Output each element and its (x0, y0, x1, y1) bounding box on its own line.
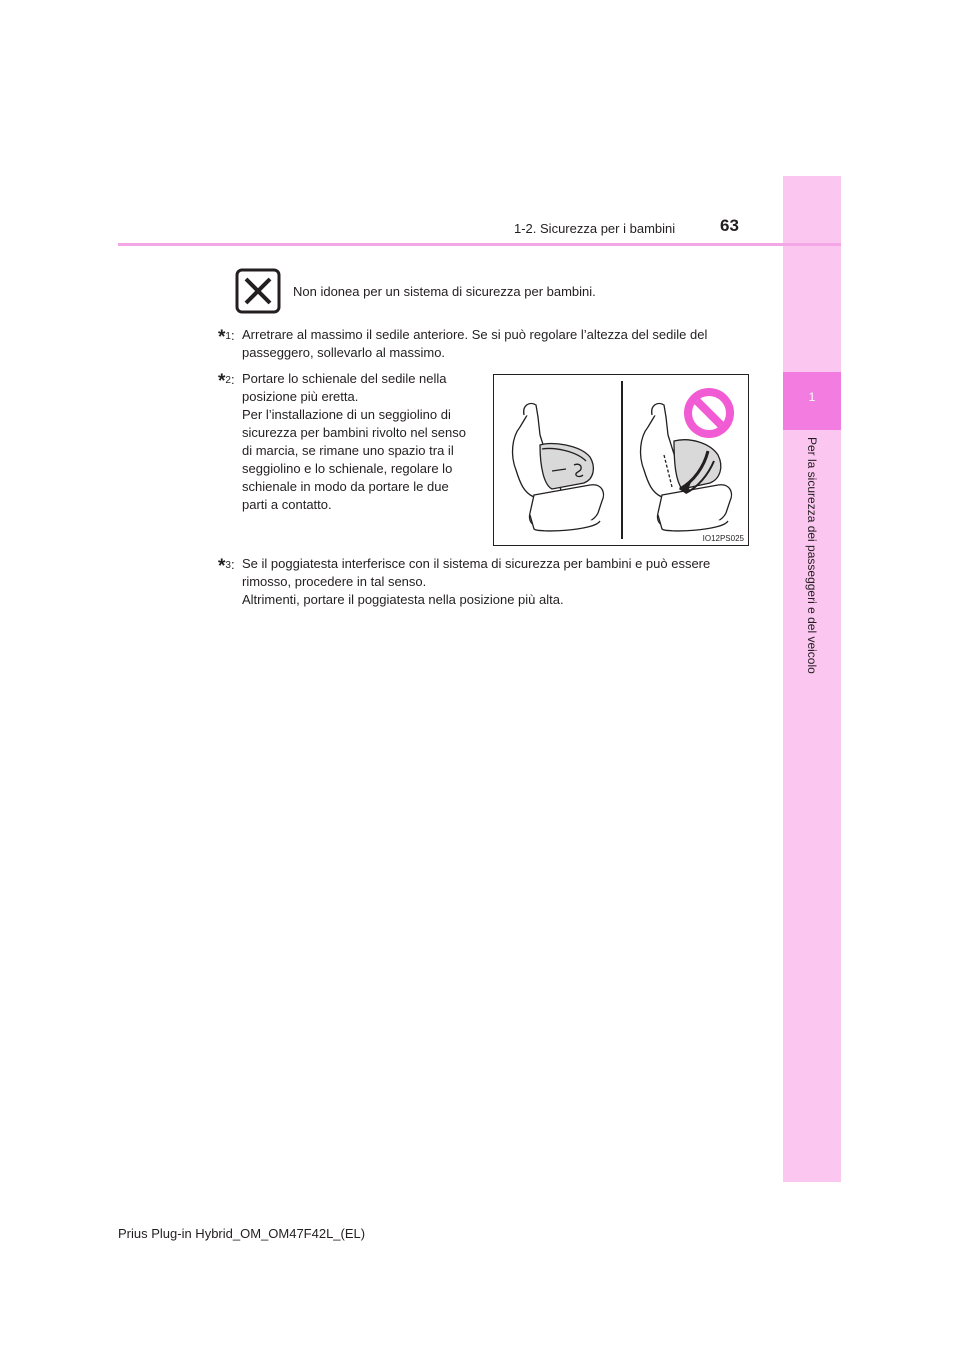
header-rule (118, 243, 841, 246)
note-marker: *3: (218, 556, 235, 577)
note-2-line: Portare lo schienale del sedile nella (242, 371, 447, 386)
section-title: 1-2. Sicurezza per i bambini (514, 221, 676, 236)
seat-illustration (494, 375, 748, 545)
chapter-title: Per la sicurezza dei passeggeri e del veicolo (805, 437, 819, 674)
figure-code: IO12PS025 (702, 534, 744, 543)
chapter-number: 1 (808, 390, 816, 404)
note-1-line-1: Arretrare al massimo il sedile anteriore. Se si può regolare l’altezza del sedile del (242, 327, 708, 342)
legend-text: Non idonea per un sistema di sicurezza per bambini. (293, 284, 596, 299)
note-marker: *2: (218, 371, 235, 392)
note-2-line: seggiolino e lo schienale, regolare lo (242, 461, 453, 476)
seat-figure (493, 374, 749, 546)
prohibition-icon (684, 388, 734, 438)
note-2 (218, 370, 478, 520)
note-3-line-2: rimosso, procedere in tal senso. (242, 574, 427, 589)
note-3-line-1: Se il poggiatesta interferisce con il sistema di sicurezza per bambini e può essere (242, 556, 711, 571)
note-2-line: posizione più eretta. (242, 389, 359, 404)
note-marker: *1: (218, 327, 235, 348)
note-2-line: di marcia, se rimane uno spazio tra il (242, 443, 454, 458)
note-3 (218, 555, 746, 613)
note-2-line: parti a contatto. (242, 497, 332, 512)
note-2-line: schienale in modo da portare le due (242, 479, 449, 494)
note-2-line: sicurezza per bambini rivolto nel senso (242, 425, 466, 440)
note-3-line-3: Altrimenti, portare il poggiatesta nella posizione più alta. (242, 592, 564, 607)
x-box-icon (235, 268, 281, 314)
note-2-line: Per l’installazione di un seggiolino di (242, 407, 451, 422)
footer-text: Prius Plug-in Hybrid_OM_OM47F42L_(EL) (118, 1226, 366, 1241)
note-1-line-2: passeggero, sollevarlo al massimo. (242, 345, 446, 360)
seat-upright-illustration (513, 403, 604, 530)
page-number: 63 (720, 216, 739, 235)
note-1 (218, 326, 746, 366)
